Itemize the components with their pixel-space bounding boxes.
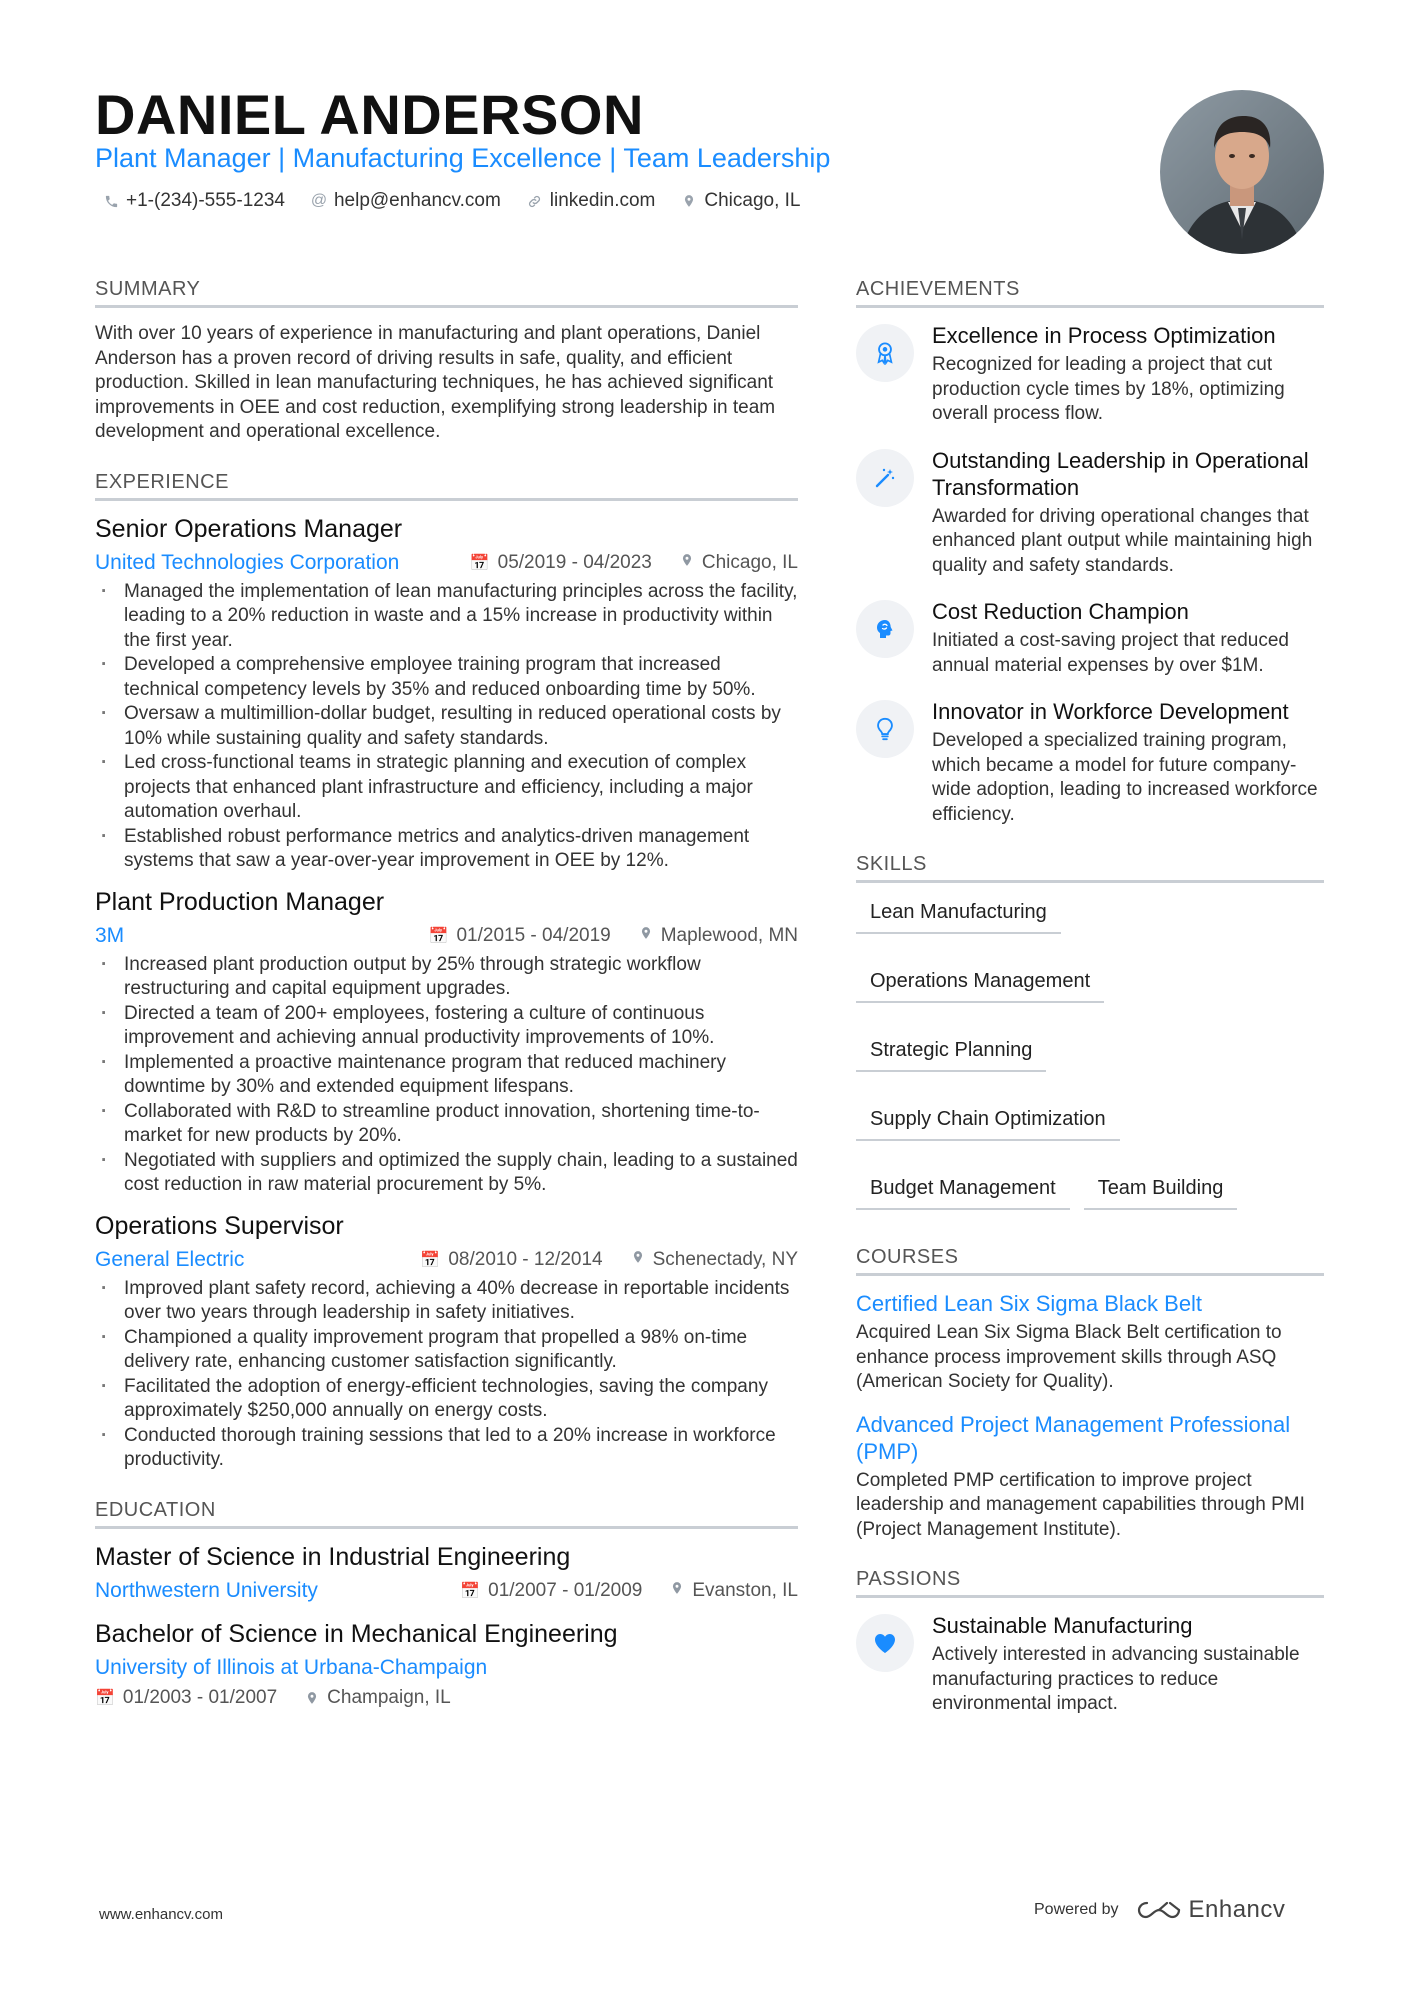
summary-text: With over 10 years of experience in manufacturing and plant operations, Daniel Anderson has a proven record of driving results in safe, quality, and efficient production. Skilled in lean manufacturing techniques, he has achieved significant improvements in OEE and cost reduction, exemplifying strong leadership in team development and operational excellence. <box>95 323 776 442</box>
experience-section <box>95 471 798 1473</box>
course-title[interactable]: Certified Lean Six Sigma Black Belt <box>856 1291 1203 1316</box>
contact-row <box>103 190 801 212</box>
location-pin-icon <box>681 193 697 209</box>
job-meta <box>95 1247 798 1273</box>
skill-tag: Budget Management <box>856 1173 1070 1210</box>
job-bullets <box>95 953 798 1198</box>
skill-tag: Lean Manufacturing <box>856 897 1061 934</box>
education-dates-text: 01/2007 - 01/2009 <box>488 1579 643 1601</box>
course-text: Completed PMP certification to improve project leadership and management capabilities through PMI (Project Management Institute). <box>856 1469 1305 1540</box>
course-item <box>856 1411 1324 1543</box>
skills-list <box>856 897 1324 1210</box>
job-title: Senior Operations Manager <box>95 514 403 543</box>
skills-heading: SKILLS <box>856 853 1324 883</box>
job-bullets <box>95 580 798 874</box>
job-meta <box>95 923 798 949</box>
left-column <box>95 278 798 1735</box>
experience-entry <box>95 515 798 874</box>
job-dates-text: 05/2019 - 04/2023 <box>497 551 652 573</box>
job-location <box>631 1249 798 1271</box>
job-dates-text: 01/2015 - 04/2019 <box>456 924 611 946</box>
achievement-item <box>856 447 1324 579</box>
education-entry <box>95 1620 798 1709</box>
link-icon <box>527 194 543 209</box>
achievement-title: Excellence in Process Optimization <box>932 323 1276 348</box>
heart-icon <box>856 1614 914 1672</box>
achievement-title: Outstanding Leadership in Operational Transformation <box>932 447 1309 500</box>
achievement-title: Cost Reduction Champion <box>932 599 1189 624</box>
job-bullet: · Developed a comprehensive employee training program that increased technical competency levels by 35% and reduced onboarding time by 50%. <box>95 653 798 702</box>
job-location <box>680 552 798 574</box>
achievement-text: Recognized for leading a project that cut production cycle times by 18%, optimizing overall process flow. <box>932 354 1285 424</box>
enhancv-logo[interactable] <box>1137 1896 1286 1924</box>
profile-photo <box>1160 90 1324 254</box>
education-meta <box>95 1655 798 1681</box>
right-column <box>856 278 1324 1743</box>
job-bullet: · Directed a team of 200+ employees, fostering a culture of continuous improvement and achieving annual productivity improvements of 10%. <box>95 1002 798 1051</box>
job-bullet: · Improved plant safety record, achieving a 40% decrease in reportable incidents over two years through leadership in safety initiatives. <box>95 1277 798 1326</box>
location-pin-icon <box>631 1249 645 1270</box>
job-dates <box>429 925 611 947</box>
brain-icon <box>856 600 914 658</box>
school-name: University of Illinois at Urbana-Champaign <box>95 1655 488 1679</box>
job-bullet: · Implemented a proactive maintenance program that reduced machinery downtime by 30% and extended equipment lifespans. <box>95 1051 798 1100</box>
contact-phone[interactable] <box>103 190 285 212</box>
job-bullets <box>95 1277 798 1473</box>
achievement-text: Developed a specialized training program, which became a model for future company-wide adoption, leading to increased workforce efficiency. <box>932 730 1318 825</box>
skills-section <box>856 853 1324 1210</box>
achievement-title: Innovator in Workforce Development <box>932 699 1289 724</box>
phone-icon <box>103 194 119 209</box>
job-meta <box>95 550 798 576</box>
education-heading: EDUCATION <box>95 1499 798 1529</box>
summary-heading: SUMMARY <box>95 278 798 308</box>
education-entry <box>95 1543 798 1604</box>
course-item <box>856 1290 1324 1395</box>
location-pin-icon <box>680 552 694 573</box>
skill-tag: Team Building <box>1084 1173 1238 1210</box>
contact-linkedin[interactable] <box>527 190 656 212</box>
enhancv-wordmark: Enhancv <box>1188 1896 1286 1923</box>
job-location-text: Maplewood, MN <box>660 924 798 946</box>
at-sign-icon: @ <box>310 192 328 209</box>
education-dates <box>460 1580 642 1602</box>
company-name: United Technologies Corporation <box>95 550 400 574</box>
skill-tag: Operations Management <box>856 966 1104 1003</box>
company-name: 3M <box>95 923 125 947</box>
education-location <box>670 1580 798 1602</box>
degree-title: Bachelor of Science in Mechanical Engineering <box>95 1619 618 1648</box>
education-section <box>95 1499 798 1709</box>
experience-heading: EXPERIENCE <box>95 471 798 501</box>
job-bullet: · Negotiated with suppliers and optimized the supply chain, leading to a sustained cost reduction in raw material procurement by 5%. <box>95 1149 798 1198</box>
job-location <box>639 925 798 947</box>
powered-by-label: Powered by <box>1034 1901 1119 1918</box>
experience-entry <box>95 1212 798 1473</box>
job-bullet: · Oversaw a multimillion-dollar budget, resulting in reduced operational costs by 10% while sustaining quality and safety standards. <box>95 702 798 751</box>
location-pin-icon <box>305 1690 319 1706</box>
job-title: Plant Production Manager <box>95 887 385 916</box>
education-location-text: Evanston, IL <box>692 1579 798 1601</box>
skill-tag: Strategic Planning <box>856 1035 1046 1072</box>
calendar-icon: 📅 <box>420 1251 441 1269</box>
footer-branding <box>1034 1896 1285 1924</box>
candidate-name: DANIEL ANDERSON <box>95 83 644 146</box>
job-bullet: · Increased plant production output by 25% through strategic workflow restructuring and capital equipment upgrades. <box>95 953 798 1002</box>
education-dates <box>95 1687 277 1709</box>
passion-text: Actively interested in advancing sustainable manufacturing practices to reduce environmental impact. <box>932 1644 1300 1714</box>
footer-website[interactable]: www.enhancv.com <box>99 1906 223 1923</box>
achievements-section <box>856 278 1324 827</box>
job-location-text: Chicago, IL <box>701 551 798 573</box>
job-bullet: · Championed a quality improvement program that propelled a 98% on-time delivery rate, enhancing customer satisfaction significantly. <box>95 1326 798 1375</box>
achievements-heading: ACHIEVEMENTS <box>856 278 1324 308</box>
achievement-item <box>856 698 1324 827</box>
job-bullet: · Facilitated the adoption of energy-efficient technologies, saving the company approximately $250,000 annually on energy costs. <box>95 1375 798 1424</box>
job-bullet: · Collaborated with R&D to streamline product innovation, shortening time-to-market for new products by 20%. <box>95 1100 798 1149</box>
education-meta <box>95 1578 798 1604</box>
school-name: Northwestern University <box>95 1578 318 1602</box>
education-location-text: Champaign, IL <box>327 1686 451 1708</box>
job-bullet: · Conducted thorough training sessions that led to a 20% increase in workforce productivity. <box>95 1424 798 1473</box>
course-title[interactable]: Advanced Project Management Professional (PMP) <box>856 1411 1291 1464</box>
course-text: Acquired Lean Six Sigma Black Belt certification to enhance process improvement skills through ASQ (American Society for Quality). <box>856 1322 1282 1392</box>
calendar-icon: 📅 <box>460 1582 481 1600</box>
contact-email[interactable] <box>311 190 501 212</box>
achievement-item <box>856 322 1324 427</box>
passions-section <box>856 1568 1324 1717</box>
magic-wand-icon <box>856 449 914 507</box>
job-dates <box>420 1249 602 1271</box>
passion-title: Sustainable Manufacturing <box>932 1613 1193 1638</box>
contact-location <box>681 190 800 212</box>
calendar-icon: 📅 <box>95 1689 115 1707</box>
job-dates <box>470 552 652 574</box>
contact-linkedin-text: linkedin.com <box>549 190 656 211</box>
calendar-icon: 📅 <box>428 927 449 945</box>
award-icon <box>856 324 914 382</box>
degree-title: Master of Science in Industrial Engineering <box>95 1542 571 1571</box>
summary-section <box>95 278 798 445</box>
location-pin-icon <box>639 925 653 946</box>
achievement-text: Initiated a cost-saving project that reduced annual material expenses by over $1M. <box>932 630 1289 676</box>
education-meta-secondary <box>95 1687 798 1709</box>
calendar-icon: 📅 <box>469 554 490 572</box>
achievement-text: Awarded for driving operational changes that enhanced plant output while maintaining high quality and safety standards. <box>932 505 1313 576</box>
job-bullet: · Established robust performance metrics and analytics-driven management systems that saw a year-over-year improvement in OEE by 12%. <box>95 825 798 874</box>
enhancv-logo-icon <box>1137 1899 1181 1921</box>
job-title: Operations Supervisor <box>95 1211 344 1240</box>
job-dates-text: 08/2010 - 12/2014 <box>448 1248 603 1270</box>
passion-item <box>856 1612 1324 1717</box>
achievement-item <box>856 598 1324 678</box>
company-name: General Electric <box>95 1247 245 1271</box>
contact-email-text: help@enhancv.com <box>333 190 501 211</box>
experience-entry <box>95 888 798 1198</box>
location-pin-icon <box>670 1580 684 1601</box>
job-bullet: · Managed the implementation of lean manufacturing principles across the facility, leading to a 20% reduction in waste and a 15% increase in productivity within the first year. <box>95 580 798 654</box>
education-location <box>305 1687 451 1709</box>
education-dates-text: 01/2003 - 01/2007 <box>122 1686 278 1708</box>
job-bullet: · Led cross-functional teams in strategic planning and execution of complex projects that enhanced plant infrastructure and efficiency, including a major automation overhaul. <box>95 751 798 825</box>
skill-tag: Supply Chain Optimization <box>856 1104 1120 1141</box>
contact-location-text: Chicago, IL <box>704 190 801 211</box>
courses-section <box>856 1246 1324 1542</box>
contact-phone-text: +1-(234)-555-1234 <box>126 190 285 211</box>
job-location-text: Schenectady, NY <box>652 1248 798 1270</box>
candidate-headline: Plant Manager | Manufacturing Excellence | Team Leadership <box>95 143 831 173</box>
courses-heading: COURSES <box>856 1246 1324 1276</box>
passions-heading: PASSIONS <box>856 1568 1324 1598</box>
lightbulb-icon <box>856 700 914 758</box>
